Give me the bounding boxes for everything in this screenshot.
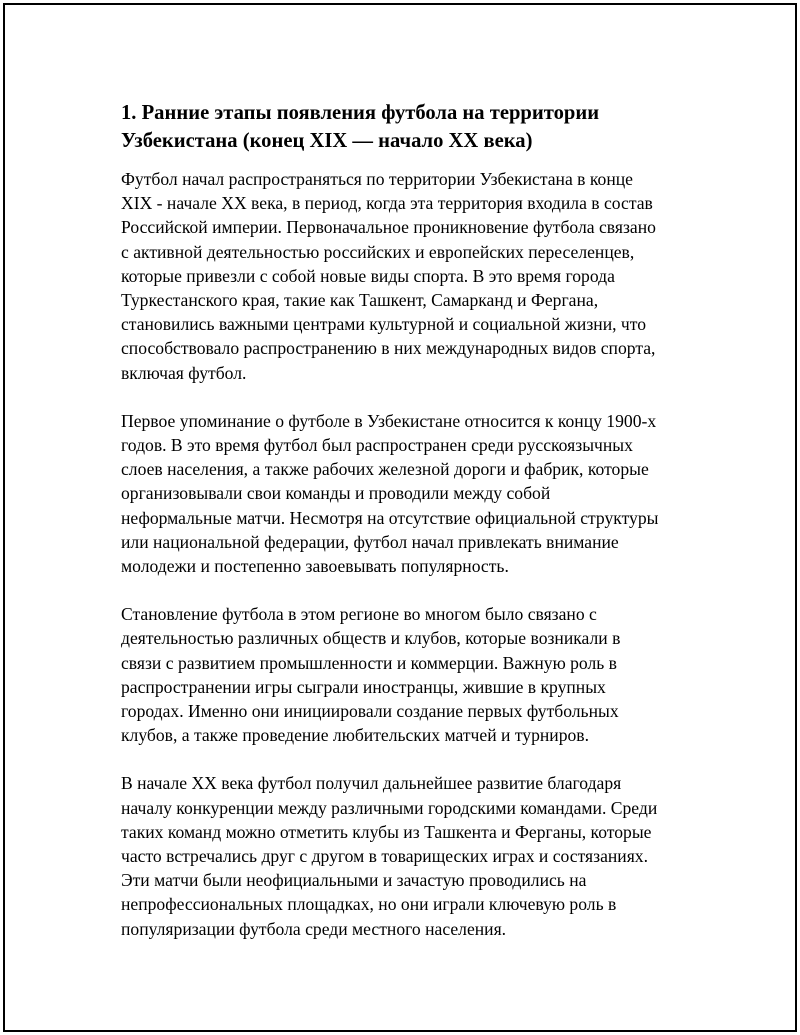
text-line: XIX - начале XX века, в период, когда эта территория входила в состав — [121, 193, 653, 214]
text-line: которые привезли с собой новые виды спорта. В это время города — [121, 265, 615, 286]
text-line: или национальной федерации, футбол начал привлекать внимание — [121, 531, 619, 552]
text-line: таких команд можно отметить клубы из Ташкента и Ферганы, которые — [121, 821, 652, 842]
text-line: становились важными центрами культурной и социальной жизни, что — [121, 314, 647, 335]
paragraph-2 — [121, 409, 701, 578]
text-line: Российской империи. Первоначальное проникновение футбола связано — [121, 217, 656, 238]
text-line: непрофессиональных площадках, но они играли ключевую роль в — [121, 894, 617, 915]
text-line: Футбол начал распространяться по территории Узбекистана в конце — [121, 169, 633, 189]
heading-line: 1. Ранние этапы появления футбола на территории — [121, 102, 600, 124]
heading-line: Узбекистана (конец XIX — начало XX века) — [121, 129, 533, 152]
section-heading — [121, 100, 701, 155]
text-line: Становление футбола в этом регионе во многом было связано с — [121, 604, 597, 625]
text-line: годов. В это время футбол был распространен среди русскоязычных — [121, 435, 633, 456]
text-line: включая футбол. — [121, 362, 247, 383]
text-line: городах. Именно они инициировали создание первых футбольных — [121, 701, 619, 722]
text-line: Туркестанского края, такие как Ташкент, Самарканд и Фергана, — [121, 290, 599, 311]
text-line: слоев населения, а также рабочих железной дороги и фабрик, которые — [121, 459, 649, 480]
text-line: организовывали свои команды и проводили между собой — [121, 483, 551, 504]
paragraph-4 — [121, 771, 701, 940]
text-line: популяризации футбола среди местного населения. — [121, 918, 507, 939]
text-line: деятельностью различных обществ и клубов, которые возникали в — [121, 628, 621, 649]
page-frame — [3, 3, 797, 1032]
document-body — [121, 100, 701, 965]
text-line: распространении игры сыграли иностранцы, жившие в крупных — [121, 676, 606, 697]
text-line: началу конкуренции между различными городскими командами. Среди — [121, 797, 658, 818]
text-line: часто встречались друг с другом в товарищеских играх и состязаниях. — [121, 846, 649, 867]
text-line: Эти матчи были неофициальными и зачастую проводились на — [121, 870, 587, 891]
text-line: связи с развитием промышленности и коммерции. Важную роль в — [121, 652, 617, 673]
text-line: Первое упоминание о футболе в Узбекистане относится к концу 1900-х — [121, 410, 657, 431]
paragraph-1 — [121, 167, 701, 385]
text-line: молодежи и постепенно завоевывать популярность. — [121, 556, 509, 577]
text-line: способствовало распространению в них международных видов спорта, — [121, 338, 656, 359]
text-line: клубов, а также проведение любительских матчей и турниров. — [121, 725, 590, 746]
text-line: неформальные матчи. Несмотря на отсутствие официальной структуры — [121, 507, 659, 528]
text-line: В начале XX века футбол получил дальнейшее развитие благодаря — [121, 773, 622, 794]
text-line: с активной деятельностью российских и европейских переселенцев, — [121, 241, 635, 262]
paragraph-3 — [121, 602, 701, 747]
